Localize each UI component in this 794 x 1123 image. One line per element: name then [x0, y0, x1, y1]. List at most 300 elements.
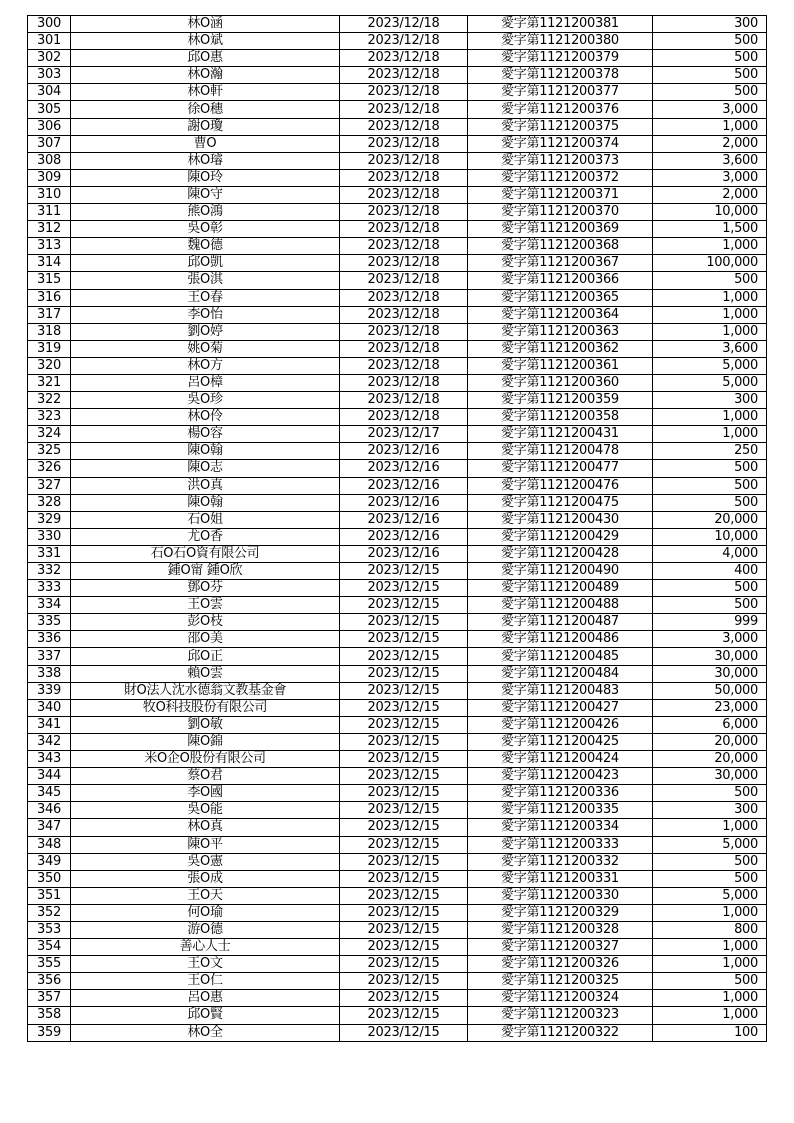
table-row: [28, 1024, 767, 1041]
donation-date-cell: 2023/12/15: [340, 716, 468, 733]
donation-date-cell: 2023/12/15: [340, 682, 468, 699]
table-row: [28, 238, 767, 255]
table-row: [28, 494, 767, 511]
donation-date-cell: 2023/12/18: [340, 50, 468, 67]
receipt-number-cell: 愛字第1121200429: [468, 528, 653, 545]
table-row: [28, 511, 767, 528]
amount-cell: 20,000: [653, 733, 767, 750]
donor-name-cell: 邱O正: [71, 648, 340, 665]
receipt-number-cell: 愛字第1121200328: [468, 921, 653, 938]
table-row: [28, 186, 767, 203]
amount-cell: 500: [653, 84, 767, 101]
amount-cell: 3,000: [653, 169, 767, 186]
receipt-number-cell: 愛字第1121200425: [468, 733, 653, 750]
amount-cell: 500: [653, 853, 767, 870]
row-number-cell: 315: [28, 272, 71, 289]
amount-cell: 800: [653, 921, 767, 938]
row-number-cell: 359: [28, 1024, 71, 1041]
donation-date-cell: 2023/12/15: [340, 563, 468, 580]
table-row: [28, 802, 767, 819]
receipt-number-cell: 愛字第1121200366: [468, 272, 653, 289]
donor-name-cell: 彭O枝: [71, 614, 340, 631]
donor-name-cell: 李O國: [71, 785, 340, 802]
row-number-cell: 352: [28, 904, 71, 921]
amount-cell: 10,000: [653, 528, 767, 545]
table-row: [28, 33, 767, 50]
table-row: [28, 16, 767, 33]
donor-name-cell: 張O淇: [71, 272, 340, 289]
amount-cell: 1,000: [653, 118, 767, 135]
amount-cell: 1,000: [653, 426, 767, 443]
table-row: [28, 904, 767, 921]
donor-name-cell: 林O涵: [71, 16, 340, 33]
receipt-number-cell: 愛字第1121200373: [468, 152, 653, 169]
receipt-number-cell: 愛字第1121200484: [468, 665, 653, 682]
amount-cell: 30,000: [653, 665, 767, 682]
donation-date-cell: 2023/12/18: [340, 204, 468, 221]
amount-cell: 3,600: [653, 152, 767, 169]
donation-date-cell: 2023/12/18: [340, 16, 468, 33]
donation-date-cell: 2023/12/15: [340, 990, 468, 1007]
donation-date-cell: 2023/12/15: [340, 904, 468, 921]
amount-cell: 1,000: [653, 819, 767, 836]
receipt-number-cell: 愛字第1121200330: [468, 887, 653, 904]
donation-date-cell: 2023/12/18: [340, 221, 468, 238]
row-number-cell: 331: [28, 545, 71, 562]
donor-name-cell: 王O春: [71, 289, 340, 306]
amount-cell: 5,000: [653, 887, 767, 904]
row-number-cell: 306: [28, 118, 71, 135]
donation-date-cell: 2023/12/16: [340, 460, 468, 477]
table-row: [28, 733, 767, 750]
donor-name-cell: 石O姐: [71, 511, 340, 528]
receipt-number-cell: 愛字第1121200323: [468, 1007, 653, 1024]
table-row: [28, 84, 767, 101]
table-row: [28, 477, 767, 494]
amount-cell: 100,000: [653, 255, 767, 272]
receipt-number-cell: 愛字第1121200367: [468, 255, 653, 272]
receipt-number-cell: 愛字第1121200362: [468, 340, 653, 357]
table-row: [28, 426, 767, 443]
row-number-cell: 305: [28, 101, 71, 118]
table-row: [28, 169, 767, 186]
table-row: [28, 751, 767, 768]
amount-cell: 1,000: [653, 1007, 767, 1024]
donor-name-cell: 王O文: [71, 956, 340, 973]
donor-name-cell: 尤O香: [71, 528, 340, 545]
receipt-number-cell: 愛字第1121200376: [468, 101, 653, 118]
receipt-number-cell: 愛字第1121200327: [468, 939, 653, 956]
donor-name-cell: 謝O瓊: [71, 118, 340, 135]
donation-date-cell: 2023/12/18: [340, 255, 468, 272]
receipt-number-cell: 愛字第1121200335: [468, 802, 653, 819]
row-number-cell: 319: [28, 340, 71, 357]
table-row: [28, 255, 767, 272]
table-row: [28, 221, 767, 238]
row-number-cell: 320: [28, 357, 71, 374]
donation-date-cell: 2023/12/15: [340, 956, 468, 973]
amount-cell: 10,000: [653, 204, 767, 221]
receipt-number-cell: 愛字第1121200370: [468, 204, 653, 221]
donation-date-cell: 2023/12/18: [340, 33, 468, 50]
donor-name-cell: 游O德: [71, 921, 340, 938]
donor-name-cell: 林O軒: [71, 84, 340, 101]
row-number-cell: 309: [28, 169, 71, 186]
receipt-number-cell: 愛字第1121200359: [468, 392, 653, 409]
amount-cell: 5,000: [653, 357, 767, 374]
amount-cell: 5,000: [653, 836, 767, 853]
row-number-cell: 334: [28, 597, 71, 614]
donor-name-cell: 王O雲: [71, 597, 340, 614]
amount-cell: 1,500: [653, 221, 767, 238]
donor-name-cell: 林O方: [71, 357, 340, 374]
donor-name-cell: 陳O平: [71, 836, 340, 853]
row-number-cell: 350: [28, 870, 71, 887]
receipt-number-cell: 愛字第1121200375: [468, 118, 653, 135]
donor-name-cell: 牧O科技股份有限公司: [71, 699, 340, 716]
receipt-number-cell: 愛字第1121200331: [468, 870, 653, 887]
donation-date-cell: 2023/12/16: [340, 494, 468, 511]
row-number-cell: 308: [28, 152, 71, 169]
row-number-cell: 303: [28, 67, 71, 84]
donation-date-cell: 2023/12/15: [340, 887, 468, 904]
amount-cell: 4,000: [653, 545, 767, 562]
amount-cell: 1,000: [653, 409, 767, 426]
donation-date-cell: 2023/12/15: [340, 768, 468, 785]
table-row: [28, 67, 767, 84]
donation-date-cell: 2023/12/18: [340, 152, 468, 169]
receipt-number-cell: 愛字第1121200428: [468, 545, 653, 562]
amount-cell: 30,000: [653, 768, 767, 785]
table-row: [28, 340, 767, 357]
donation-date-cell: 2023/12/18: [340, 118, 468, 135]
donation-date-cell: 2023/12/15: [340, 648, 468, 665]
row-number-cell: 300: [28, 16, 71, 33]
donor-name-cell: 林O全: [71, 1024, 340, 1041]
donation-date-cell: 2023/12/18: [340, 135, 468, 152]
row-number-cell: 353: [28, 921, 71, 938]
table-row: [28, 323, 767, 340]
receipt-number-cell: 愛字第1121200487: [468, 614, 653, 631]
donor-name-cell: 鍾O甯 鍾O欣: [71, 563, 340, 580]
row-number-cell: 307: [28, 135, 71, 152]
table-row: [28, 870, 767, 887]
table-row: [28, 836, 767, 853]
donation-date-cell: 2023/12/17: [340, 426, 468, 443]
table-row: [28, 580, 767, 597]
amount-cell: 6,000: [653, 716, 767, 733]
amount-cell: 500: [653, 272, 767, 289]
donor-name-cell: 劉O敏: [71, 716, 340, 733]
receipt-number-cell: 愛字第1121200379: [468, 50, 653, 67]
amount-cell: 300: [653, 802, 767, 819]
table-row: [28, 392, 767, 409]
donor-name-cell: 陳O翰: [71, 443, 340, 460]
receipt-number-cell: 愛字第1121200326: [468, 956, 653, 973]
ledger-body: [28, 16, 767, 1042]
row-number-cell: 327: [28, 477, 71, 494]
row-number-cell: 347: [28, 819, 71, 836]
table-row: [28, 204, 767, 221]
amount-cell: 50,000: [653, 682, 767, 699]
donation-date-cell: 2023/12/15: [340, 836, 468, 853]
row-number-cell: 314: [28, 255, 71, 272]
amount-cell: 500: [653, 460, 767, 477]
row-number-cell: 348: [28, 836, 71, 853]
amount-cell: 23,000: [653, 699, 767, 716]
table-row: [28, 152, 767, 169]
donor-name-cell: 熊O鴻: [71, 204, 340, 221]
row-number-cell: 321: [28, 374, 71, 391]
donor-name-cell: 張O成: [71, 870, 340, 887]
donation-date-cell: 2023/12/18: [340, 169, 468, 186]
donor-name-cell: 曹O: [71, 135, 340, 152]
donation-date-cell: 2023/12/16: [340, 443, 468, 460]
donation-date-cell: 2023/12/15: [340, 631, 468, 648]
amount-cell: 1,000: [653, 939, 767, 956]
amount-cell: 300: [653, 392, 767, 409]
donation-date-cell: 2023/12/16: [340, 511, 468, 528]
row-number-cell: 330: [28, 528, 71, 545]
donation-date-cell: 2023/12/18: [340, 392, 468, 409]
row-number-cell: 301: [28, 33, 71, 50]
donation-date-cell: 2023/12/18: [340, 306, 468, 323]
row-number-cell: 341: [28, 716, 71, 733]
row-number-cell: 316: [28, 289, 71, 306]
table-row: [28, 631, 767, 648]
donation-date-cell: 2023/12/18: [340, 289, 468, 306]
receipt-number-cell: 愛字第1121200476: [468, 477, 653, 494]
donation-date-cell: 2023/12/18: [340, 67, 468, 84]
donor-name-cell: 財O法人沈水德翁文教基金會: [71, 682, 340, 699]
donor-name-cell: 林O璿: [71, 152, 340, 169]
row-number-cell: 337: [28, 648, 71, 665]
receipt-number-cell: 愛字第1121200381: [468, 16, 653, 33]
donation-date-cell: 2023/12/15: [340, 597, 468, 614]
donation-date-cell: 2023/12/15: [340, 699, 468, 716]
donation-date-cell: 2023/12/15: [340, 751, 468, 768]
row-number-cell: 335: [28, 614, 71, 631]
table-row: [28, 306, 767, 323]
table-row: [28, 887, 767, 904]
amount-cell: 500: [653, 597, 767, 614]
donor-name-cell: 劉O婷: [71, 323, 340, 340]
table-row: [28, 545, 767, 562]
receipt-number-cell: 愛字第1121200374: [468, 135, 653, 152]
table-row: [28, 460, 767, 477]
table-row: [28, 135, 767, 152]
donation-date-cell: 2023/12/18: [340, 84, 468, 101]
row-number-cell: 304: [28, 84, 71, 101]
table-row: [28, 50, 767, 67]
receipt-number-cell: 愛字第1121200334: [468, 819, 653, 836]
amount-cell: 1,000: [653, 990, 767, 1007]
table-row: [28, 921, 767, 938]
donation-date-cell: 2023/12/15: [340, 580, 468, 597]
amount-cell: 500: [653, 33, 767, 50]
row-number-cell: 340: [28, 699, 71, 716]
table-row: [28, 819, 767, 836]
amount-cell: 20,000: [653, 511, 767, 528]
row-number-cell: 351: [28, 887, 71, 904]
row-number-cell: 302: [28, 50, 71, 67]
donation-date-cell: 2023/12/15: [340, 870, 468, 887]
amount-cell: 2,000: [653, 186, 767, 203]
amount-cell: 500: [653, 494, 767, 511]
amount-cell: 1,000: [653, 904, 767, 921]
receipt-number-cell: 愛字第1121200426: [468, 716, 653, 733]
receipt-number-cell: 愛字第1121200361: [468, 357, 653, 374]
receipt-number-cell: 愛字第1121200423: [468, 768, 653, 785]
table-row: [28, 357, 767, 374]
row-number-cell: 349: [28, 853, 71, 870]
receipt-number-cell: 愛字第1121200332: [468, 853, 653, 870]
amount-cell: 500: [653, 785, 767, 802]
receipt-number-cell: 愛字第1121200431: [468, 426, 653, 443]
donation-date-cell: 2023/12/18: [340, 238, 468, 255]
amount-cell: 1,000: [653, 956, 767, 973]
row-number-cell: 324: [28, 426, 71, 443]
donation-date-cell: 2023/12/15: [340, 853, 468, 870]
row-number-cell: 339: [28, 682, 71, 699]
table-row: [28, 716, 767, 733]
amount-cell: 500: [653, 973, 767, 990]
amount-cell: 5,000: [653, 374, 767, 391]
receipt-number-cell: 愛字第1121200380: [468, 33, 653, 50]
table-row: [28, 614, 767, 631]
donation-date-cell: 2023/12/15: [340, 785, 468, 802]
donor-name-cell: 吳O彰: [71, 221, 340, 238]
donor-name-cell: 蔡O君: [71, 768, 340, 785]
amount-cell: 1,000: [653, 238, 767, 255]
table-row: [28, 956, 767, 973]
receipt-number-cell: 愛字第1121200360: [468, 374, 653, 391]
donor-name-cell: 吳O能: [71, 802, 340, 819]
amount-cell: 500: [653, 67, 767, 84]
donation-date-cell: 2023/12/15: [340, 665, 468, 682]
row-number-cell: 336: [28, 631, 71, 648]
donor-name-cell: 邱O惠: [71, 50, 340, 67]
row-number-cell: 325: [28, 443, 71, 460]
donor-name-cell: 邱O凱: [71, 255, 340, 272]
donation-date-cell: 2023/12/15: [340, 802, 468, 819]
donation-date-cell: 2023/12/18: [340, 186, 468, 203]
donor-name-cell: 陳O志: [71, 460, 340, 477]
amount-cell: 20,000: [653, 751, 767, 768]
amount-cell: 3,000: [653, 631, 767, 648]
donor-name-cell: 呂O惠: [71, 990, 340, 1007]
table-row: [28, 443, 767, 460]
receipt-number-cell: 愛字第1121200488: [468, 597, 653, 614]
receipt-number-cell: 愛字第1121200363: [468, 323, 653, 340]
row-number-cell: 311: [28, 204, 71, 221]
donation-date-cell: 2023/12/18: [340, 101, 468, 118]
amount-cell: 3,600: [653, 340, 767, 357]
receipt-number-cell: 愛字第1121200489: [468, 580, 653, 597]
donor-name-cell: 李O怡: [71, 306, 340, 323]
row-number-cell: 346: [28, 802, 71, 819]
receipt-number-cell: 愛字第1121200336: [468, 785, 653, 802]
donation-date-cell: 2023/12/18: [340, 357, 468, 374]
table-row: [28, 289, 767, 306]
receipt-number-cell: 愛字第1121200368: [468, 238, 653, 255]
donor-name-cell: 陳O翰: [71, 494, 340, 511]
amount-cell: 500: [653, 477, 767, 494]
receipt-number-cell: 愛字第1121200475: [468, 494, 653, 511]
donation-date-cell: 2023/12/16: [340, 477, 468, 494]
donation-date-cell: 2023/12/15: [340, 819, 468, 836]
donor-name-cell: 鄧O芬: [71, 580, 340, 597]
table-row: [28, 374, 767, 391]
row-number-cell: 323: [28, 409, 71, 426]
donor-name-cell: 林O斌: [71, 33, 340, 50]
donor-name-cell: 陳O玲: [71, 169, 340, 186]
amount-cell: 2,000: [653, 135, 767, 152]
amount-cell: 3,000: [653, 101, 767, 118]
donor-name-cell: 徐O穗: [71, 101, 340, 118]
table-row: [28, 118, 767, 135]
row-number-cell: 354: [28, 939, 71, 956]
amount-cell: 500: [653, 50, 767, 67]
row-number-cell: 322: [28, 392, 71, 409]
table-row: [28, 272, 767, 289]
donation-date-cell: 2023/12/15: [340, 973, 468, 990]
row-number-cell: 312: [28, 221, 71, 238]
table-row: [28, 409, 767, 426]
row-number-cell: 332: [28, 563, 71, 580]
row-number-cell: 333: [28, 580, 71, 597]
table-row: [28, 973, 767, 990]
donor-name-cell: 王O仁: [71, 973, 340, 990]
table-row: [28, 699, 767, 716]
receipt-number-cell: 愛字第1121200478: [468, 443, 653, 460]
receipt-number-cell: 愛字第1121200324: [468, 990, 653, 1007]
receipt-number-cell: 愛字第1121200325: [468, 973, 653, 990]
donation-date-cell: 2023/12/15: [340, 733, 468, 750]
amount-cell: 30,000: [653, 648, 767, 665]
donor-name-cell: 林O瀚: [71, 67, 340, 84]
donor-name-cell: 楊O容: [71, 426, 340, 443]
table-row: [28, 853, 767, 870]
donor-name-cell: 善心人士: [71, 939, 340, 956]
receipt-number-cell: 愛字第1121200485: [468, 648, 653, 665]
donor-name-cell: 林O真: [71, 819, 340, 836]
receipt-number-cell: 愛字第1121200365: [468, 289, 653, 306]
amount-cell: 1,000: [653, 323, 767, 340]
receipt-number-cell: 愛字第1121200424: [468, 751, 653, 768]
receipt-number-cell: 愛字第1121200358: [468, 409, 653, 426]
table-row: [28, 597, 767, 614]
receipt-number-cell: 愛字第1121200371: [468, 186, 653, 203]
receipt-number-cell: 愛字第1121200377: [468, 84, 653, 101]
table-row: [28, 563, 767, 580]
donor-name-cell: 洪O真: [71, 477, 340, 494]
donation-date-cell: 2023/12/18: [340, 340, 468, 357]
row-number-cell: 326: [28, 460, 71, 477]
donor-name-cell: 王O天: [71, 887, 340, 904]
row-number-cell: 338: [28, 665, 71, 682]
table-row: [28, 682, 767, 699]
donor-name-cell: 賴O雲: [71, 665, 340, 682]
donation-date-cell: 2023/12/15: [340, 1024, 468, 1041]
donor-name-cell: 林O伶: [71, 409, 340, 426]
donation-date-cell: 2023/12/16: [340, 545, 468, 562]
amount-cell: 250: [653, 443, 767, 460]
receipt-number-cell: 愛字第1121200477: [468, 460, 653, 477]
donor-name-cell: 邵O美: [71, 631, 340, 648]
donation-date-cell: 2023/12/16: [340, 528, 468, 545]
receipt-number-cell: 愛字第1121200427: [468, 699, 653, 716]
